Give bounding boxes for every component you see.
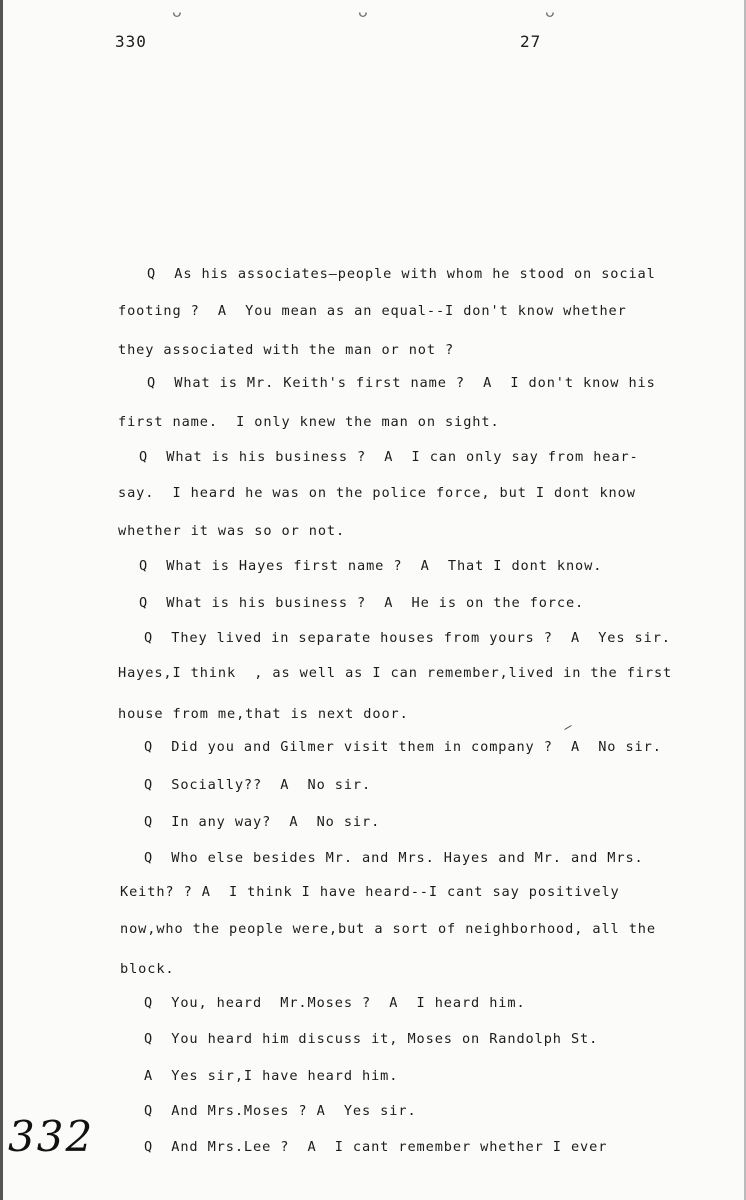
transcript-line: Q They lived in separate houses from yours ? A Yes sir. (144, 630, 671, 646)
transcript-line: now,who the people were,but a sort of neighborhood, all the (120, 921, 656, 937)
transcript-line: footing ? A You mean as an equal--I don't know whether (118, 303, 627, 319)
transcript-line: they associated with the man or not ? (118, 342, 455, 358)
transcript-line: house from me,that is next door. (118, 706, 409, 722)
transcript-line: Q You, heard Mr.Moses ? A I heard him. (144, 995, 526, 1011)
page-edge-shadow (0, 0, 3, 1200)
transcript-line: Hayes,I think , as well as I can remember,lived in the first (118, 665, 673, 681)
pen-check-mark (564, 725, 571, 730)
transcript-line: Q Who else besides Mr. and Mrs. Hayes and Mr. and Mrs. (144, 850, 644, 866)
transcript-line: Q Did you and Gilmer visit them in company ? A No sir. (144, 739, 662, 755)
right-page-number: 27 (520, 32, 542, 51)
binding-hole-mark-center: ᴗ (358, 2, 368, 21)
transcript-line: Q What is his business ? A He is on the force. (139, 595, 585, 611)
transcript-line: whether it was so or not. (118, 523, 346, 539)
transcript-line: Q In any way? A No sir. (144, 814, 381, 830)
transcript-line: Q You heard him discuss it, Moses on Randolph St. (144, 1031, 599, 1047)
transcript-line: Q What is his business ? A I can only say from hear- (139, 449, 639, 465)
binding-hole-mark-left: ᴗ (172, 2, 182, 21)
transcript-line: Q What is Hayes first name ? A That I dont know. (139, 558, 603, 574)
transcript-line: Q And Mrs.Moses ? A Yes sir. (144, 1103, 417, 1119)
transcript-line: first name. I only knew the man on sight. (118, 414, 500, 430)
left-page-number: 330 (115, 32, 147, 51)
transcript-line: Q And Mrs.Lee ? A I cant remember whether I ever (144, 1139, 608, 1155)
transcript-line: block. (120, 961, 175, 977)
binding-hole-mark-right: ᴗ (545, 2, 555, 21)
transcript-line: Q What is Mr. Keith's first name ? A I don't know his (147, 375, 656, 391)
transcript-line: say. I heard he was on the police force, but I dont know (118, 485, 636, 501)
transcript-line: Q Socially?? A No sir. (144, 777, 372, 793)
transcript-line: A Yes sir,I have heard him. (144, 1068, 399, 1084)
transcript-line: Q As his associates—people with whom he stood on social (147, 266, 656, 282)
handwritten-margin-number: 332 (8, 1112, 95, 1161)
transcript-line: Keith? ? A I think I have heard--I cant say positively (120, 884, 620, 900)
